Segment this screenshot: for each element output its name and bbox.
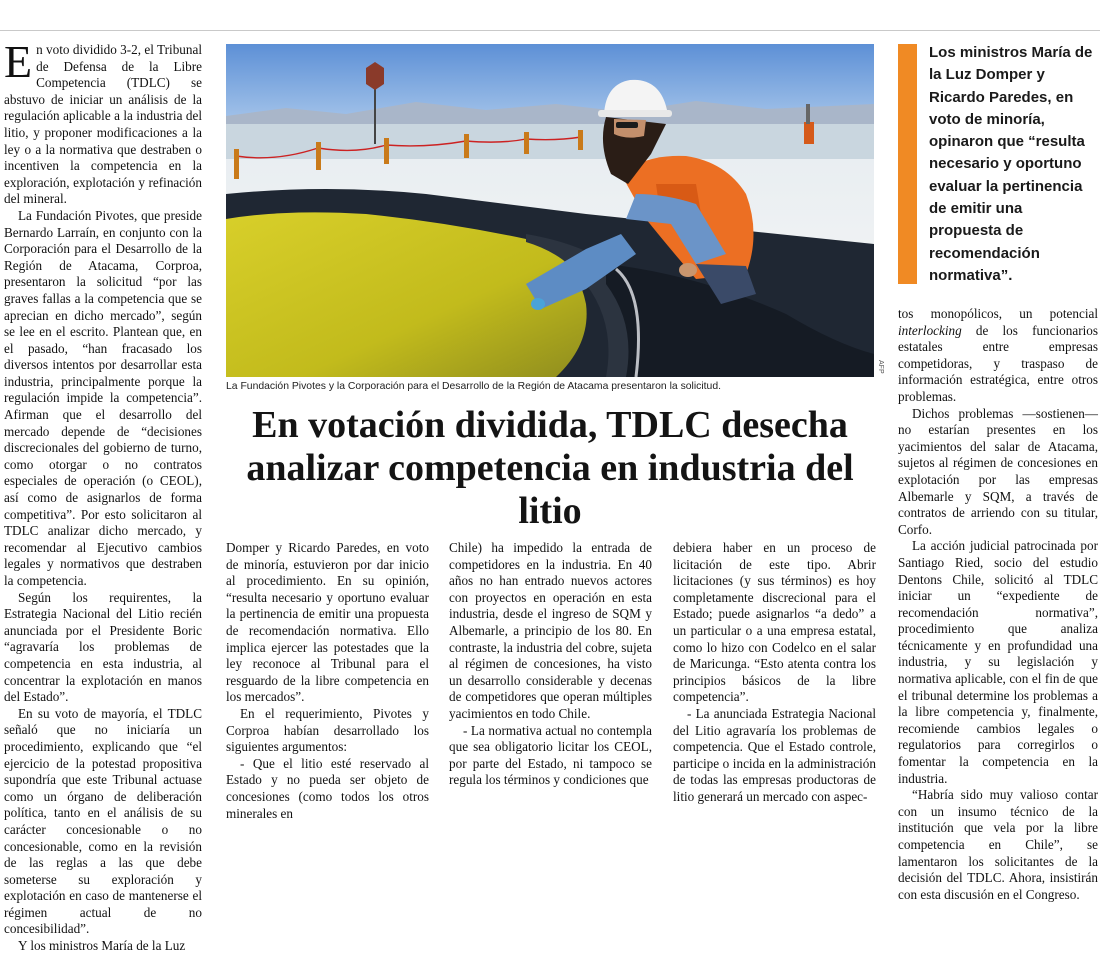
body-paragraph: Según los requirentes, la Estrategia Nacional del Litio recién anunciada por el Presidente Boric “agravaría los problemas de competencia en esta industria, al concentrar la explotación en manos del Estado”. xyxy=(4,589,202,705)
drop-cap: E xyxy=(4,36,33,87)
headline: En votación dividida, TDLC desecha analizar competencia en industria del litio xyxy=(246,404,854,532)
body-paragraph: - Que el litio esté reservado al Estado y no pueda ser objeto de concesiones (como todos los otros minerales en xyxy=(226,755,429,821)
body-paragraph: La acción judicial patrocinada por Santiago Ried, socio del estudio Dentons Chile, solicitó al TDLC iniciar un “expediente de recomendación normativa”, procedimiento que analiza técnicamente y en profundidad una industria, y su legislación y normativa aplicable, con el fin de que el tribunal determine los problemas a la libre competencia y, finalmente, recomiende cambios legales o regulatorios para corregirlos o fomentar la competencia en la industria. xyxy=(898,538,1098,786)
text-run: tos monopólicos, un potencial xyxy=(898,306,1098,321)
body-paragraph: La Fundación Pivotes, que preside Bernardo Larraín, en conjunto con la Corporación para el Desarrollo de la Región de Atacama, Corproa, presentaron la solicitud “por las graves fallas a la competencia que se aprecian en dicho mercado”, según se lee en el escrito. Plantean que, en el pasado, “han fracasado los diversos intentos por desarrollar esta industria, principalmente porque la regulación impide la competencia”. Afirman que el desarrollo del mercado depende de “decisiones discrecionales del gobierno de turno, como otorgar o no contratos especiales de operación (o CEOL), así como de asignarlos de forma competitiva”. Por esto solicitaron al TDLC analizar dicho mercado, y recomendar al Ejecutivo cambios legales y normativos que destraben la competencia. xyxy=(4,207,202,588)
pull-quote-bar xyxy=(898,44,917,284)
photo-caption: La Fundación Pivotes y la Corporación para el Desarrollo de la Región de Atacama presentaron la solicitud. xyxy=(226,381,721,392)
body-paragraph: - La anunciada Estrategia Nacional del Litio agravaría los problemas de competencia. Que el Estado controle, participe o incida en la administración de todas las empresas productoras de litio generará un mercado con aspec- xyxy=(673,705,876,804)
body-paragraph: debiera haber en un proceso de licitación de este tipo. Abrir licitaciones (y sus términos) es hoy completamente discrecional para el Estado; puede asignarlos “a dedo” a un particular o a una empresa estatal, como lo hizo con Codelco en el salar de Maricunga. “Esto atenta contra los principios básicos de la libre competencia”. xyxy=(673,540,876,705)
body-paragraph: En su voto de mayoría, el TDLC señaló que no iniciaría un procedimiento, explicando que “el ejercicio de la potestad propositiva supondría que este Tribunal actuase como un órgano de deliberación política, tanto en el análisis de su carácter concesionable o no concesionable, como en la revisión de las reglas a las que debe someterse su exploración y explotación en caso de mantenerse el régimen actual de no concesibilidad”. xyxy=(4,705,202,937)
text-run: de los funcionarios estatales entre empresas competidoras, y traspaso de información estratégica, entre otros problemas. xyxy=(898,322,1098,404)
italic-term: interlocking xyxy=(898,322,962,338)
article-column-5 xyxy=(898,306,1098,902)
article-column-1 xyxy=(4,36,202,954)
top-rule xyxy=(0,30,1100,31)
lead-paragraph xyxy=(4,36,202,208)
article-column-2 xyxy=(226,540,429,821)
body-paragraph: Dichos problemas —sostienen— no estarían presentes en los yacimientos del salar de Atacama, sujetos al régimen de concesiones en explotación por las empresas Albemarle y SQM, a través de contratos de arriendo con su titular, Corfo. xyxy=(898,405,1098,537)
body-paragraph: En el requerimiento, Pivotes y Corproa habían desarrollado los siguientes argumentos: xyxy=(226,705,429,755)
body-paragraph: Chile) ha impedido la entrada de competidores en la industria. En 40 años no han entrado nuevos actores con proyectos en operación en esta industria, desde el ingreso de SQM y Albemarle, a principio de los 80. En contraste, la industria del cobre, sujeta al régimen de concesiones, ha visto un desarrollo considerable y decenas de competidores que operan múltiples yacimientos en todo Chile. xyxy=(449,540,652,721)
body-paragraph: “Habría sido muy valioso contar con un insumo técnico de la institución que vela por la libre competencia en Chile”, se lamentaron los solicitantes de la decisión del TDLC. Ahora, insistirán con esta discusión en el Congreso. xyxy=(898,787,1098,902)
lead-text: n voto dividido 3-2, el Tribunal de Defensa de la Libre Competencia (TDLC) se abstuvo de iniciar un análisis de la regulación aplicable a la industria del litio, y proponer modificaciones a la ley o a la normativa que destraben o incentiven la competencia en la exploración, explotación y refinación del mineral. xyxy=(4,42,202,207)
body-paragraph xyxy=(898,306,1098,406)
pull-quote xyxy=(898,42,1096,287)
article-photo xyxy=(226,44,874,377)
pull-quote-text: Los ministros María de la Luz Domper y Ricardo Paredes, en voto de minoría, opinaron que “resulta necesario y oportuno evaluar la pertinencia de emitir una propuesta de recomendación normativa”. xyxy=(929,44,1093,284)
photo-credit: AFP xyxy=(877,360,884,374)
article-column-3 xyxy=(449,540,652,788)
article-column-4 xyxy=(673,540,876,804)
body-paragraph: - La normativa actual no contempla que sea obligatorio licitar los CEOL, por parte del Estado, ni tampoco se regula los términos y condiciones que xyxy=(449,722,652,788)
body-paragraph: Y los ministros María de la Luz xyxy=(18,938,186,954)
body-paragraph: Domper y Ricardo Paredes, en voto de minoría, estuvieron por dar inicio al procedimiento. En su opinión, “resulta necesario y oportuno evaluar la pertinencia de emitir una propuesta de recomendación normativa. Ello implica ejercer las potestades que la ley reconoce al Tribunal para el resguardo de la libre competencia en los mercados”. xyxy=(226,540,429,705)
